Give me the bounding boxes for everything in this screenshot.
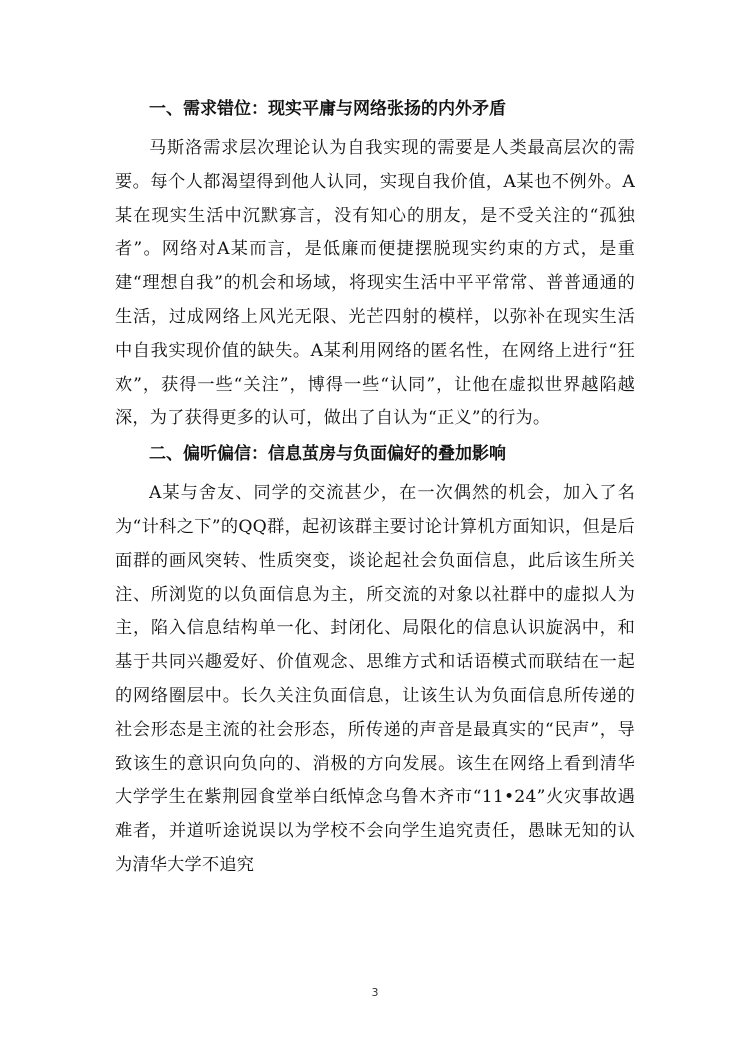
section-heading-2: 二、偏听偏信：信息茧房与负面偏好的叠加影响 — [149, 444, 506, 465]
section-heading-1: 一、需求错位：现实平庸与网络张扬的内外矛盾 — [149, 99, 506, 119]
section-paragraph-1: 马斯洛需求层次理论认为自我实现的需要是人类最高层次的需要。每个人都渴望得到他人认同，实现自我价值，A某也不例外。A某在现实生活中沉默寡言，没有知心的朋友，是不受关注的“孤独者”。网络对A某而言，是低廉而便捷摆脱现实约束的方式，是重建“理想自我”的机会和场域，将现实生活中平平常常、普普通通的生活，过成网络上风光无限、光芒四射的模样，以弥补在现实生活中自我实现价值的缺失。A某利用网络的匿名性，在网络上进行“狂欢”，获得一些“关注”，博得一些“认同”，让他在虚拟世界越陷越深，为了获得更多的认可，做出了自认为“正义”的行为。 — [115, 138, 635, 429]
document-body — [115, 93, 635, 887]
page-number: 3 — [371, 986, 379, 999]
section-paragraph-2: A某与舍友、同学的交流甚少，在一次偶然的机会，加入了名为“计科之下”的QQ群，起初该群主要讨论计算机方面知识，但是后面群的画风突转、性质突变，谈论起社会负面信息，此后该生所关注、所浏览的以负面信息为主，所交流的对象以社群中的虚拟人为主，陷入信息结构单一化、封闭化、局限化的信息认识旋涡中，和基于共同兴趣爱好、价值观念、思维方式和话语模式而联结在一起的网络圈层中。长久关注负面信息，让该生认为负面信息所传递的社会形态是主流的社会形态，所传递的声音是最真实的“民声”，导致该生的意识向负向的、消极的方向发展。该生在网络上看到清华大学学生在紫荆园食堂举白纸悼念乌鲁木齐市“11•24”火灾事故遇难者，并道听途说误以为学校不会向学生追究责任，愚昧无知的认为清华大学不追究 — [115, 483, 635, 875]
